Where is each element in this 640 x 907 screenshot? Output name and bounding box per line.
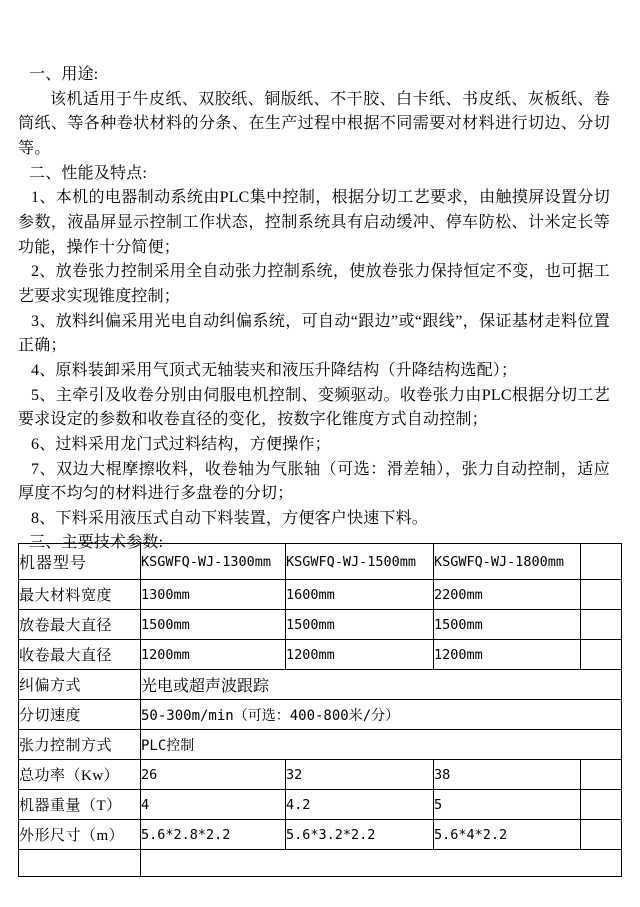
spec-value-cell: 4.2 (286, 790, 434, 820)
spec-table (18, 543, 622, 877)
empty-cell (581, 820, 622, 850)
spec-value-cell: 32 (286, 760, 434, 790)
feature-item-4: 4、原料装卸采用气顶式无轴装夹和液压升降结构（升降结构选配）； (31, 361, 518, 379)
spec-value-cell: 4 (141, 790, 286, 820)
feature-item-7: 7、双边大棍摩擦收料，收卷轴为气胀轴（可选：滑差轴），张力自动控制，适应厚度不均匀的材料进行多盘卷的分切； (18, 460, 610, 503)
spec-value-cell: 1600mm (286, 580, 434, 610)
spec-value-cell: 5.6*3.2*2.2 (286, 820, 434, 850)
empty-cell (581, 580, 622, 610)
spec-row-empty (19, 850, 622, 877)
spec-label-cell: 总功率（Kw） (19, 760, 141, 790)
feature-item-5: 5、主牵引及收卷分别由伺服电机控制、变频驱动。收卷张力由PLC根据分切工艺要求设定的参数和收卷直径的变化，按数字化锥度方式自动控制； (18, 386, 610, 429)
spec-row-total-power (19, 760, 622, 790)
spec-value-cell: 1500mm (141, 610, 286, 640)
spec-label-cell (19, 850, 141, 877)
empty-cell (581, 760, 622, 790)
spec-value-cell: 5.6*2.8*2.2 (141, 820, 286, 850)
spec-row-tension-control (19, 730, 622, 760)
spec-value-cell: 1200mm (286, 640, 434, 670)
spec-span-cell: PLC控制 (141, 730, 622, 760)
spec-value-cell: 2200mm (434, 580, 581, 610)
spec-value-cell: 26 (141, 760, 286, 790)
spec-value-cell: 5.6*4*2.2 (434, 820, 581, 850)
empty-cell (581, 790, 622, 820)
spec-span-cell (141, 850, 622, 877)
spec-value-cell: 1200mm (434, 640, 581, 670)
document-body (18, 63, 610, 556)
feature-item-2: 2、放卷张力控制采用全自动张力控制系统，使放卷张力保持恒定不变，也可据工艺要求实现锥度控制； (18, 263, 610, 305)
spec-label-cell: 最大材料宽度 (19, 580, 141, 610)
spec-label-cell: 纠偏方式 (19, 670, 141, 700)
spec-row-rewind-diameter (19, 640, 622, 670)
spec-row-unwind-diameter (19, 610, 622, 640)
spec-label-cell: 外形尺寸（m） (19, 820, 141, 850)
spec-header-row (19, 544, 622, 580)
spec-value-cell: 1200mm (141, 640, 286, 670)
model-header-cell: KSGWFQ-WJ-1800mm (434, 544, 581, 580)
spec-row-slitting-speed (19, 700, 622, 730)
spec-label-cell: 放卷最大直径 (19, 610, 141, 640)
spec-span-cell: 光电或超声波跟踪 (141, 670, 622, 700)
model-header-cell: KSGWFQ-WJ-1300mm (141, 544, 286, 580)
spec-row-machine-weight (19, 790, 622, 820)
spec-span-cell: 50-300m/min（可选：400-800米/分） (141, 700, 622, 730)
spec-label-cell: 机器型号 (19, 544, 141, 580)
spec-row-dimensions (19, 820, 622, 850)
empty-cell (581, 640, 622, 670)
feature-item-6: 6、过料采用龙门式过料结构，方便操作； (31, 435, 331, 453)
empty-cell (581, 610, 622, 640)
spec-value-cell: 5 (434, 790, 581, 820)
heading-features: 二、性能及特点: (29, 164, 148, 182)
heading-usage: 一、用途: (29, 66, 99, 83)
spec-label-cell: 张力控制方式 (19, 730, 141, 760)
feature-item-1: 1、本机的电器制动系统由PLC集中控制，根据分切工艺要求，由触摸屏设置分切参数，液晶屏显示控制工作状态，控制系统具有启动缓冲、停车防松、计米定长等功能，操作十分简便； (18, 189, 610, 256)
spec-row-max-width (19, 580, 622, 610)
heading-specs: 三、主要技术参数: (29, 534, 164, 552)
feature-item-3: 3、放料纠偏采用光电自动纠偏系统，可自动“跟边”或“跟线”，保证基材走料位置正确； (18, 312, 610, 355)
spec-value-cell: 1300mm (141, 580, 286, 610)
model-header-cell: KSGWFQ-WJ-1500mm (286, 544, 434, 580)
spec-value-cell: 1500mm (286, 610, 434, 640)
spec-value-cell: 1500mm (434, 610, 581, 640)
spec-value-cell: 38 (434, 760, 581, 790)
spec-row-correction-method (19, 670, 622, 700)
spec-label-cell: 收卷最大直径 (19, 640, 141, 670)
feature-item-8: 8、下料采用液压式自动下料装置，方便客户快速下料。 (31, 509, 429, 527)
spec-label-cell: 机器重量（T） (19, 790, 141, 820)
usage-paragraph: 该机适用于牛皮纸、双胶纸、铜版纸、不干胶、白卡纸、书皮纸、灰板纸、卷筒纸、等各种卷状材料的分条、在生产过程中根据不同需要对材料进行切边、分切等。 (18, 90, 610, 157)
spec-label-cell: 分切速度 (19, 700, 141, 730)
empty-cell (581, 544, 622, 580)
